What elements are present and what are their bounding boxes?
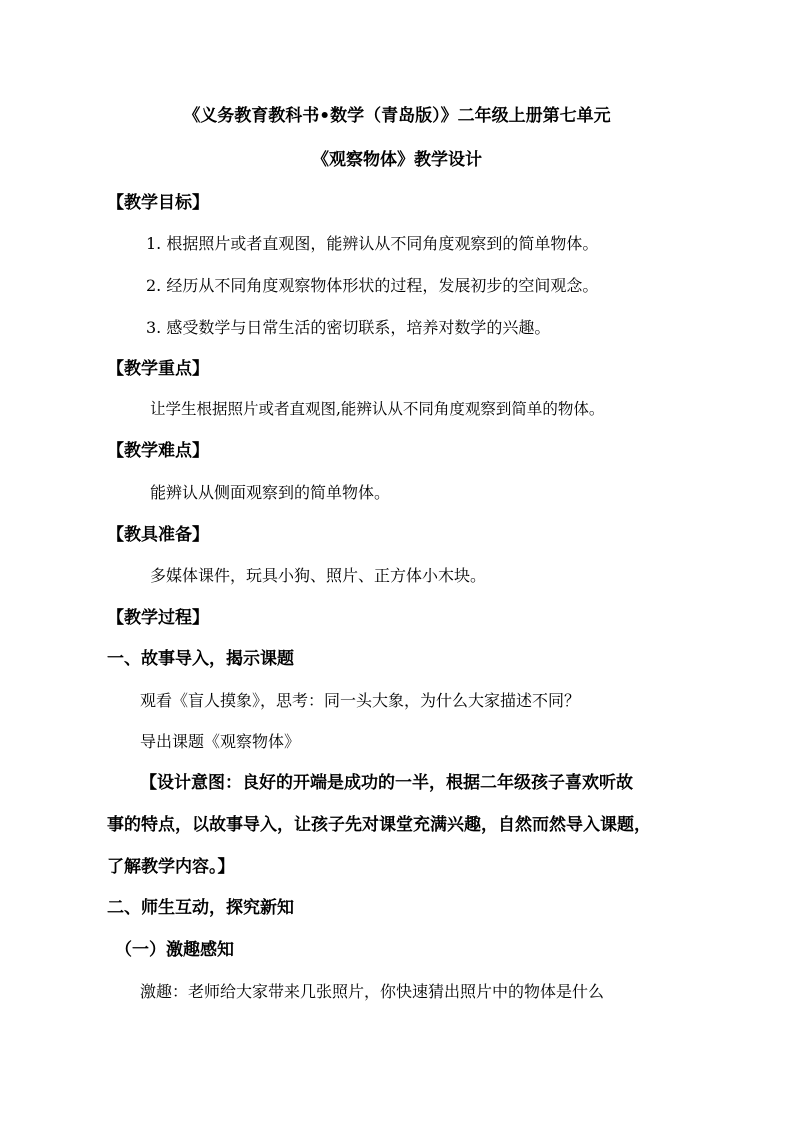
part1-title: 一、故事导入，揭示课题 [107, 649, 294, 669]
objective-item: 3. 感受数学与日常生活的密切联系，培养对数学的兴趣。 [146, 318, 551, 337]
materials-heading: 【教具准备】 [107, 525, 209, 545]
key-points-text: 让学生根据照片或者直观图,能辨认从不同角度观察到简单的物体。 [150, 400, 605, 418]
materials-text: 多媒体课件，玩具小狗、照片、正方体小木块。 [150, 566, 487, 585]
part1-line1: 观看《盲人摸象》，思考：同一头大象，为什么大家描述不同？ [140, 691, 581, 710]
difficulties-text: 能辨认从侧面观察到的简单物体。 [150, 483, 391, 502]
part2-subsection-title: （一）激趣感知 [115, 940, 234, 960]
key-points-heading: 【教学重点】 [107, 359, 209, 379]
process-heading: 【教学过程】 [107, 608, 209, 628]
part2-line1: 激趣：老师给大家带来几张照片，你快速猜出照片中的物体是什么 [140, 982, 605, 1001]
difficulties-heading: 【教学难点】 [107, 441, 209, 461]
objectives-heading: 【教学目标】 [107, 193, 209, 213]
document-title-line2: 《观察物体》教学设计 [312, 150, 482, 170]
design-intent-line: 了解教学内容。】 [107, 857, 235, 877]
objective-item: 1. 根据照片或者直观图，能辨认从不同角度观察到的简单物体。 [146, 234, 599, 253]
design-intent-line: 【设计意图：良好的开端是成功的一半，根据二年级孩子喜欢听故 [140, 773, 633, 793]
design-intent-line: 事的特点，以故事导入，让孩子先对课堂充满兴趣，自然而然导入课题， [107, 815, 651, 835]
objective-item: 2. 经历从不同角度观察物体形状的过程，发展初步的空间观念。 [146, 276, 599, 295]
part2-title: 二、师生互动，探究新知 [107, 898, 294, 918]
part1-line2: 导出课题《观察物体》 [140, 732, 301, 751]
document-title-line1: 《义务教育教科书•数学（青岛版）》二年级上册第七单元 [183, 106, 611, 126]
